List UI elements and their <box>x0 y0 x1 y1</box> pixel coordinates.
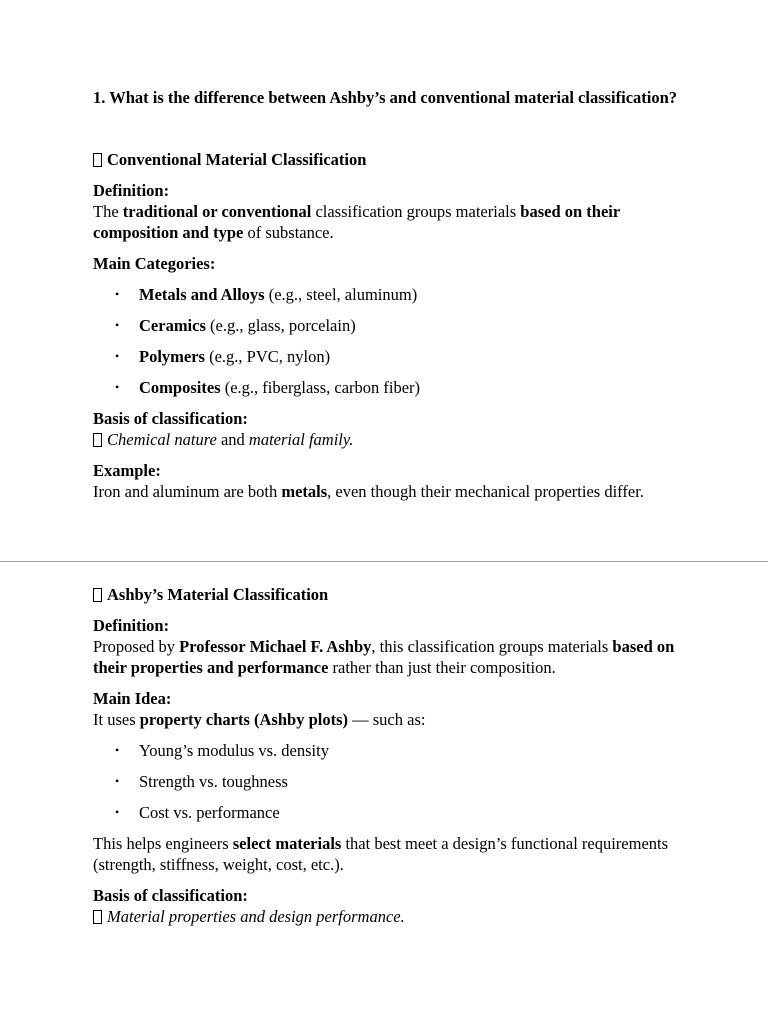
list-item: • Cost vs. performance <box>115 803 280 822</box>
bullet-icon: • <box>115 318 120 332</box>
definition-label: Definition: <box>93 616 170 635</box>
example-label: Example: <box>93 461 161 480</box>
conventional-basis <box>93 408 678 450</box>
question-heading: 1. What is the difference between Ashby’s and conventional material classification? <box>93 88 678 107</box>
bullet-icon: • <box>115 805 120 819</box>
list-item: • Polymers (e.g., PVC, nylon) <box>115 347 331 366</box>
conventional-section-title: Conventional Material Classification <box>93 149 678 170</box>
checkbox-glyph-icon <box>93 588 102 602</box>
definition-label: Definition: <box>93 181 170 200</box>
basis-text: Material properties and design performance. <box>93 906 683 927</box>
conventional-categories <box>93 253 678 398</box>
example-text: Iron and aluminum are both metals, even though their mechanical properties differ. <box>93 482 644 501</box>
checkbox-glyph-icon <box>93 910 102 924</box>
conventional-example <box>93 460 678 502</box>
basis-label: Basis of classification: <box>93 886 248 905</box>
list-item: • Strength vs. toughness <box>115 772 288 791</box>
basis-text: Chemical nature and material family. <box>93 429 678 450</box>
categories-label: Main Categories: <box>93 254 216 273</box>
ashby-plots-list <box>93 740 683 823</box>
ashby-main-idea <box>93 688 683 823</box>
definition-text: The traditional or conventional classification groups materials based on their composition and type of substance. <box>93 202 620 242</box>
bullet-icon: • <box>115 287 120 301</box>
main-idea-label: Main Idea: <box>93 689 172 708</box>
document-body <box>93 87 678 502</box>
categories-list <box>93 284 678 398</box>
bullet-icon: • <box>115 380 120 394</box>
ashby-definition <box>93 615 683 678</box>
basis-label: Basis of classification: <box>93 409 248 428</box>
bullet-icon: • <box>115 349 120 363</box>
ashby-section-title: Ashby’s Material Classification <box>93 584 683 605</box>
list-item: • Composites (e.g., fiberglass, carbon fiber) <box>115 378 421 397</box>
list-item: • Young’s modulus vs. density <box>115 741 329 760</box>
bullet-icon: • <box>115 743 120 757</box>
list-item: • Metals and Alloys (e.g., steel, aluminum) <box>115 285 418 304</box>
section-divider <box>0 561 768 562</box>
bullet-icon: • <box>115 774 120 788</box>
checkbox-glyph-icon <box>93 153 102 167</box>
conventional-definition <box>93 180 678 243</box>
main-idea-text: It uses property charts (Ashby plots) — such as: <box>93 710 426 729</box>
ashby-section <box>93 584 683 927</box>
list-item: • Ceramics (e.g., glass, porcelain) <box>115 316 356 335</box>
ashby-helps-text: This helps engineers select materials that best meet a design’s functional requirements (strength, stiffness, weight, cost, etc.). <box>93 834 669 874</box>
checkbox-glyph-icon <box>93 433 102 447</box>
ashby-basis <box>93 885 683 927</box>
definition-text: Proposed by Professor Michael F. Ashby, this classification groups materials based on their properties and performance rather than just their composition. <box>93 637 675 677</box>
